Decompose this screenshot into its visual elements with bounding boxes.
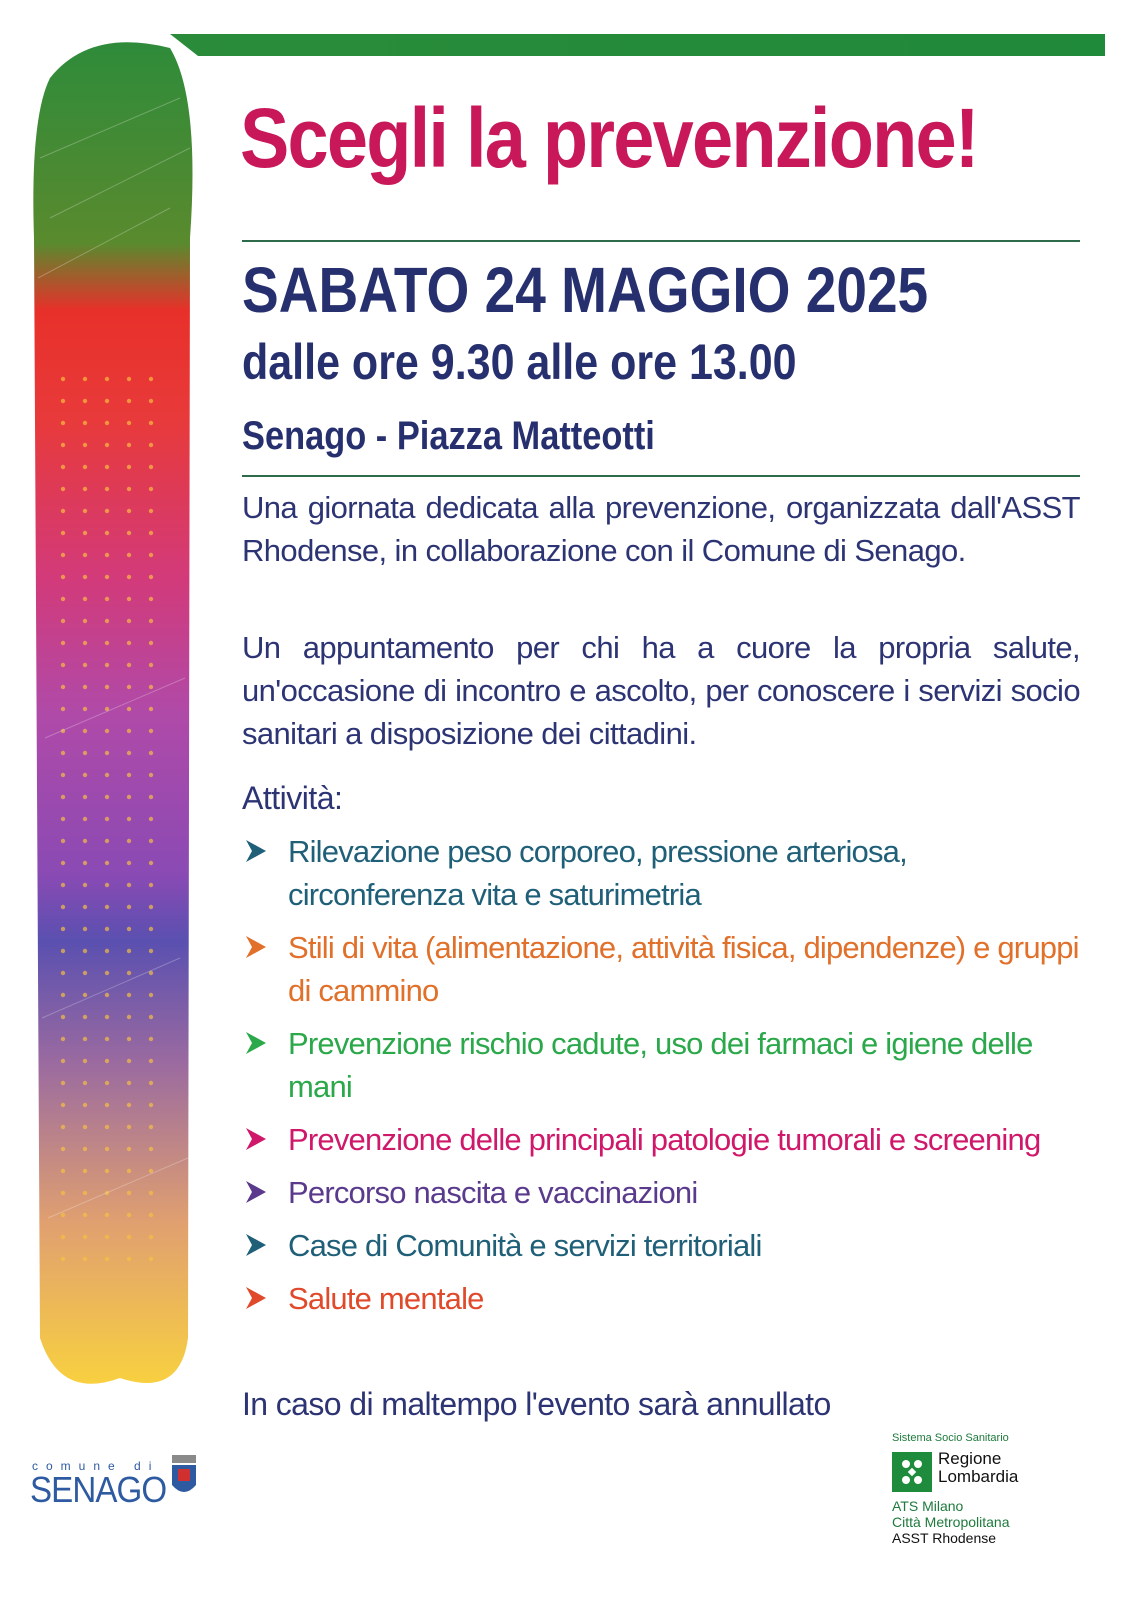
activity-text: Rilevazione peso corporeo, pressione arteriosa, circonferenza vita e saturimetria — [288, 834, 907, 912]
activity-text: Percorso nascita e vaccinazioni — [288, 1175, 698, 1210]
activity-item — [242, 1171, 1082, 1214]
ats-line-1: ATS Milano — [892, 1498, 964, 1514]
chevron-right-icon — [242, 1232, 268, 1258]
divider-top — [242, 240, 1080, 242]
activity-item — [242, 1224, 1082, 1267]
crest-icon — [170, 1455, 198, 1499]
activity-text: Stili di vita (alimentazione, attività fisica, dipendenze) e gruppi di cammino — [288, 930, 1079, 1008]
weather-notice: In caso di maltempo l'evento sarà annullato — [242, 1386, 831, 1422]
chevron-right-icon — [242, 838, 268, 864]
top-accent-bar — [170, 34, 1105, 56]
divider-middle — [242, 475, 1080, 477]
activity-item — [242, 830, 1082, 916]
chevron-right-icon — [242, 1285, 268, 1311]
chevron-right-icon — [242, 1179, 268, 1205]
intro-paragraph: Una giornata dedicata alla prevenzione, organizzata dall'ASST Rhodense, in collaborazione con il Comune di Senago. — [242, 490, 1080, 568]
activity-text: Prevenzione delle principali patologie tumorali e screening — [288, 1122, 1041, 1157]
activity-item — [242, 1277, 1082, 1320]
senago-logo-word: SENAGO — [30, 1469, 167, 1510]
ats-line-2: Città Metropolitana — [892, 1514, 1010, 1530]
rl-name-line-1: Regione — [938, 1449, 1002, 1468]
purpose-paragraph: Un appuntamento per chi ha a cuore la propria salute, un'occasione di incontro e ascolto, per conoscere i servizi socio sanitari a disposizione dei cittadini. — [242, 630, 1080, 751]
event-date: SABATO 24 MAGGIO 2025 — [242, 254, 929, 326]
activity-item — [242, 1118, 1082, 1161]
asst-rhodense-label: ASST Rhodense — [892, 1530, 997, 1546]
brush-stroke-decoration — [30, 38, 200, 1400]
chevron-right-icon — [242, 1030, 268, 1056]
activity-text: Salute mentale — [288, 1281, 484, 1316]
activities-heading: Attività: — [242, 780, 343, 816]
rl-system-caption: Sistema Socio Sanitario — [892, 1432, 1009, 1444]
regione-lombardia-logo — [892, 1432, 1112, 1582]
activities-list — [242, 830, 1082, 1330]
event-place: Senago - Piazza Matteotti — [242, 414, 655, 458]
senago-logo-caption: comune di — [32, 1459, 160, 1473]
chevron-right-icon — [242, 934, 268, 960]
senago-logo — [30, 1455, 200, 1515]
rl-name — [938, 1450, 1018, 1486]
activity-text: Case di Comunità e servizi territoriali — [288, 1228, 762, 1263]
activity-item — [242, 926, 1082, 1012]
rl-name-line-2: Lombardia — [938, 1467, 1019, 1486]
chevron-right-icon — [242, 1126, 268, 1152]
regione-lombardia-mark-icon — [892, 1452, 932, 1492]
activity-item — [242, 1022, 1082, 1108]
event-hours: dalle ore 9.30 alle ore 13.00 — [242, 334, 797, 390]
page-title: Scegli la prevenzione! — [240, 91, 978, 185]
activity-text: Prevenzione rischio cadute, uso dei farmaci e igiene delle mani — [288, 1026, 1033, 1104]
ats-milano-label — [892, 1498, 1010, 1530]
